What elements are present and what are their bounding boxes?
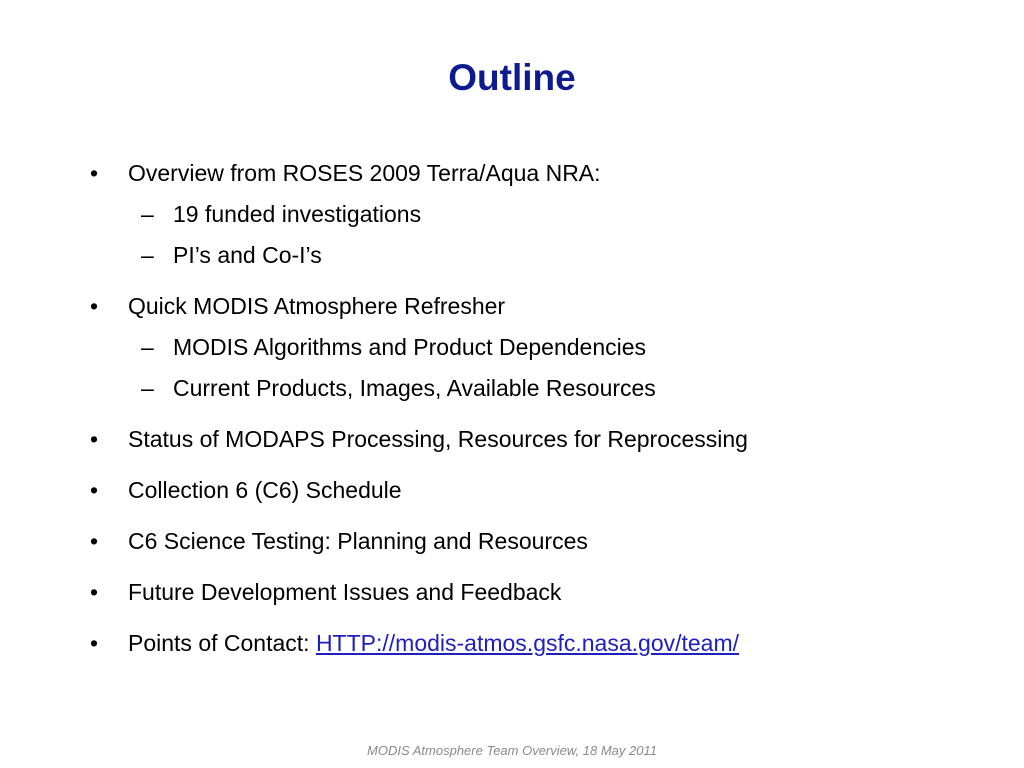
- bullet-icon: •: [90, 426, 99, 452]
- dash-icon: –: [141, 375, 154, 401]
- bullet-text: Overview from ROSES 2009 Terra/Aqua NRA:: [128, 160, 601, 186]
- bullet-text: C6 Science Testing: Planning and Resources: [128, 528, 588, 554]
- bullet-icon: •: [90, 528, 99, 554]
- slide-footer: MODIS Atmosphere Team Overview, 18 May 2011: [367, 743, 657, 758]
- bullet-text-contact: [128, 628, 739, 658]
- sub-bullet-text: PI’s and Co-I’s: [173, 242, 322, 268]
- dash-icon: –: [141, 334, 154, 360]
- sub-bullet-text: MODIS Algorithms and Product Dependencies: [173, 334, 647, 360]
- bullet-text: Future Development Issues and Feedback: [128, 579, 562, 605]
- sub-bullet-text: Current Products, Images, Available Resources: [173, 375, 656, 401]
- contact-label: Points of Contact:: [128, 630, 316, 656]
- bullet-icon: •: [90, 160, 99, 186]
- bullet-icon: •: [90, 579, 99, 605]
- bullet-icon: •: [90, 630, 99, 656]
- bullet-icon: •: [90, 293, 99, 319]
- bullet-icon: •: [90, 477, 99, 503]
- bullet-text: Quick MODIS Atmosphere Refresher: [128, 293, 506, 319]
- slide-title: Outline: [448, 57, 576, 98]
- dash-icon: –: [141, 242, 154, 268]
- bullet-text: Collection 6 (C6) Schedule: [128, 477, 402, 503]
- bullet-text: Status of MODAPS Processing, Resources for Reprocessing: [128, 426, 748, 452]
- sub-bullet-text: 19 funded investigations: [173, 201, 422, 227]
- dash-icon: –: [141, 201, 154, 227]
- team-page-link[interactable]: HTTP://modis-atmos.gsfc.nasa.gov/team/: [315, 630, 740, 656]
